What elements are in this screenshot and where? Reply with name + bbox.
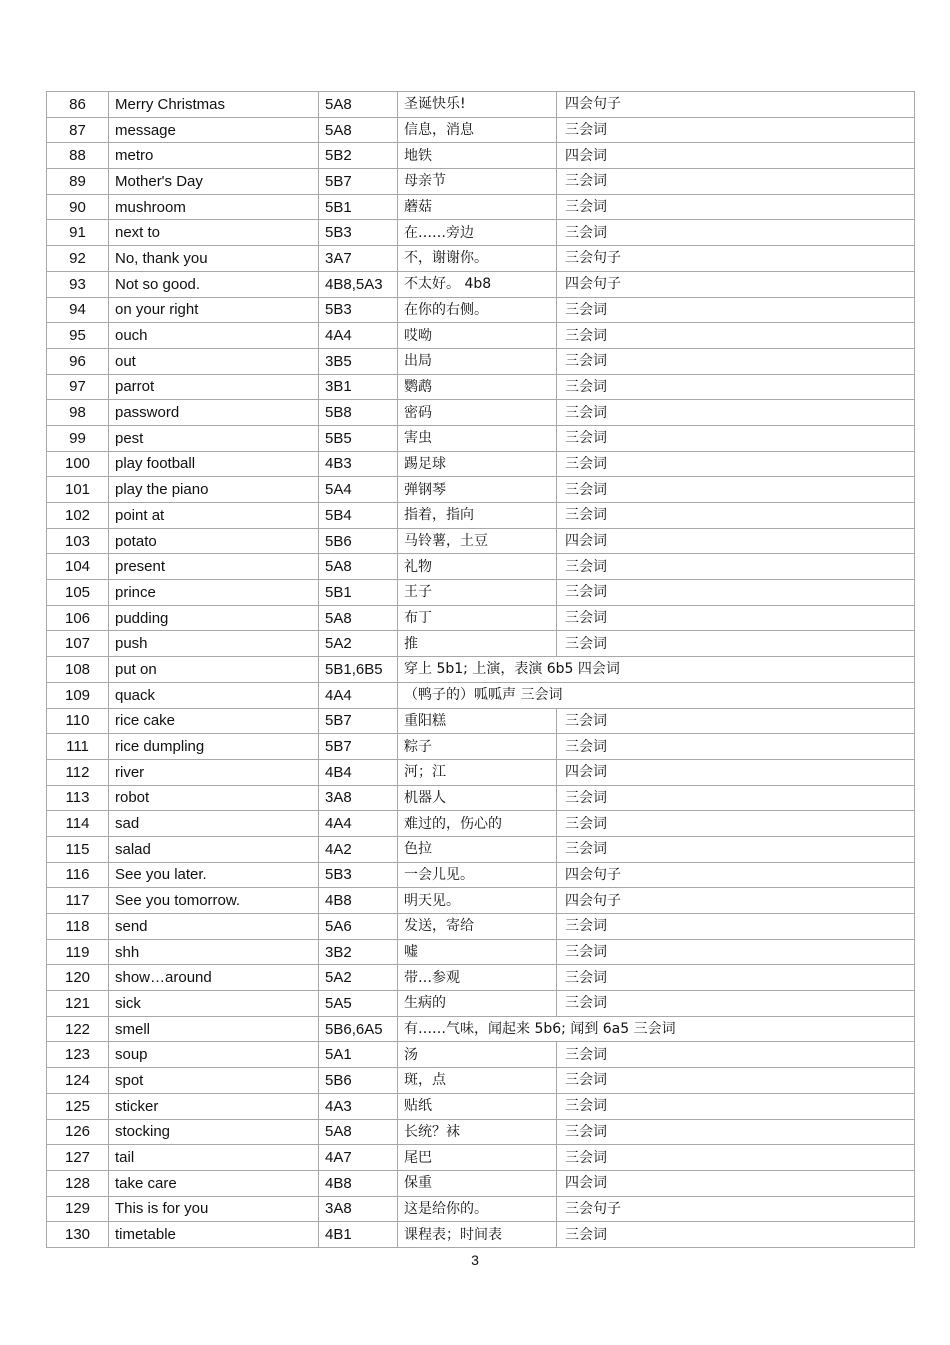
meaning-and-level: （鸭子的）呱呱声 三会词 <box>398 682 915 708</box>
english-term: play football <box>109 451 319 477</box>
table-row <box>47 297 915 323</box>
row-number: 96 <box>47 348 109 374</box>
requirement-level: 三会词 <box>557 169 915 195</box>
chinese-meaning: 哎呦 <box>398 323 557 349</box>
row-number: 119 <box>47 939 109 965</box>
table-row <box>47 374 915 400</box>
requirement-level: 三会词 <box>557 914 915 940</box>
table-row <box>47 1170 915 1196</box>
chinese-meaning: 蘑菇 <box>398 194 557 220</box>
row-number: 106 <box>47 605 109 631</box>
table-row <box>47 888 915 914</box>
requirement-level: 三会词 <box>557 477 915 503</box>
unit-code: 5A6 <box>319 914 398 940</box>
row-number: 114 <box>47 811 109 837</box>
chinese-meaning: 马铃薯，土豆 <box>398 528 557 554</box>
unit-code: 3B2 <box>319 939 398 965</box>
requirement-level: 三会词 <box>557 117 915 143</box>
row-number: 105 <box>47 580 109 606</box>
unit-code: 5B2 <box>319 143 398 169</box>
requirement-level: 三会词 <box>557 1068 915 1094</box>
english-term: push <box>109 631 319 657</box>
meaning-and-level: 有……气味，闻起来 5b6; 闻到 6a5 三会词 <box>398 1016 915 1042</box>
row-number: 130 <box>47 1222 109 1248</box>
unit-code: 4B1 <box>319 1222 398 1248</box>
english-term: See you later. <box>109 862 319 888</box>
table-row <box>47 1145 915 1171</box>
unit-code: 5B1 <box>319 194 398 220</box>
unit-code: 5B7 <box>319 708 398 734</box>
requirement-level: 三会词 <box>557 297 915 323</box>
unit-code: 5B1 <box>319 580 398 606</box>
english-term: Not so good. <box>109 271 319 297</box>
requirement-level: 三会词 <box>557 425 915 451</box>
chinese-meaning: 在……旁边 <box>398 220 557 246</box>
chinese-meaning: 难过的，伤心的 <box>398 811 557 837</box>
chinese-meaning: 不，谢谢你。 <box>398 246 557 272</box>
chinese-meaning: 尾巴 <box>398 1145 557 1171</box>
row-number: 101 <box>47 477 109 503</box>
table-row <box>47 117 915 143</box>
chinese-meaning: 带…参观 <box>398 965 557 991</box>
row-number: 99 <box>47 425 109 451</box>
row-number: 98 <box>47 400 109 426</box>
unit-code: 5B7 <box>319 169 398 195</box>
row-number: 100 <box>47 451 109 477</box>
table-row <box>47 1068 915 1094</box>
table-row <box>47 348 915 374</box>
english-term: tail <box>109 1145 319 1171</box>
english-term: put on <box>109 657 319 683</box>
requirement-level: 三会词 <box>557 451 915 477</box>
requirement-level: 三会词 <box>557 836 915 862</box>
row-number: 103 <box>47 528 109 554</box>
english-term: next to <box>109 220 319 246</box>
chinese-meaning: 不太好。 4b8 <box>398 271 557 297</box>
english-term: smell <box>109 1016 319 1042</box>
english-term: mushroom <box>109 194 319 220</box>
unit-code: 4A2 <box>319 836 398 862</box>
requirement-level: 四会词 <box>557 759 915 785</box>
english-term: This is for you <box>109 1196 319 1222</box>
english-term: on your right <box>109 297 319 323</box>
requirement-level: 三会句子 <box>557 1196 915 1222</box>
chinese-meaning: 礼物 <box>398 554 557 580</box>
chinese-meaning: 推 <box>398 631 557 657</box>
row-number: 86 <box>47 92 109 118</box>
table-row <box>47 914 915 940</box>
table-row <box>47 785 915 811</box>
table-row <box>47 220 915 246</box>
table-row <box>47 734 915 760</box>
row-number: 115 <box>47 836 109 862</box>
unit-code: 5B4 <box>319 503 398 529</box>
row-number: 91 <box>47 220 109 246</box>
english-term: pest <box>109 425 319 451</box>
unit-code: 4B3 <box>319 451 398 477</box>
english-term: ouch <box>109 323 319 349</box>
english-term: robot <box>109 785 319 811</box>
chinese-meaning: 指着，指向 <box>398 503 557 529</box>
requirement-level: 三会词 <box>557 400 915 426</box>
row-number: 88 <box>47 143 109 169</box>
row-number: 120 <box>47 965 109 991</box>
requirement-level: 三会词 <box>557 554 915 580</box>
chinese-meaning: 重阳糕 <box>398 708 557 734</box>
meaning-and-level: 穿上 5b1; 上演，表演 6b5 四会词 <box>398 657 915 683</box>
table-row <box>47 1196 915 1222</box>
unit-code: 5A8 <box>319 92 398 118</box>
table-row <box>47 1119 915 1145</box>
table-row <box>47 425 915 451</box>
unit-code: 5A8 <box>319 554 398 580</box>
row-number: 97 <box>47 374 109 400</box>
unit-code: 4B4 <box>319 759 398 785</box>
row-number: 111 <box>47 734 109 760</box>
english-term: Merry Christmas <box>109 92 319 118</box>
english-term: point at <box>109 503 319 529</box>
english-term: stocking <box>109 1119 319 1145</box>
requirement-level: 三会词 <box>557 605 915 631</box>
vocabulary-table-body <box>47 92 915 1248</box>
unit-code: 5A1 <box>319 1042 398 1068</box>
requirement-level: 四会词 <box>557 1170 915 1196</box>
chinese-meaning: 出局 <box>398 348 557 374</box>
requirement-level: 三会词 <box>557 811 915 837</box>
requirement-level: 三会词 <box>557 503 915 529</box>
table-row <box>47 605 915 631</box>
chinese-meaning: 色拉 <box>398 836 557 862</box>
english-term: rice cake <box>109 708 319 734</box>
english-term: sad <box>109 811 319 837</box>
english-term: shh <box>109 939 319 965</box>
row-number: 125 <box>47 1093 109 1119</box>
requirement-level: 三会词 <box>557 580 915 606</box>
unit-code: 5A8 <box>319 605 398 631</box>
table-row <box>47 477 915 503</box>
english-term: sticker <box>109 1093 319 1119</box>
requirement-level: 三会词 <box>557 991 915 1017</box>
english-term: potato <box>109 528 319 554</box>
row-number: 95 <box>47 323 109 349</box>
chinese-meaning: 一会儿见。 <box>398 862 557 888</box>
table-row <box>47 631 915 657</box>
requirement-level: 三会词 <box>557 734 915 760</box>
unit-code: 5B6 <box>319 1068 398 1094</box>
row-number: 121 <box>47 991 109 1017</box>
unit-code: 5A2 <box>319 631 398 657</box>
table-row <box>47 759 915 785</box>
table-row <box>47 194 915 220</box>
requirement-level: 三会词 <box>557 1145 915 1171</box>
table-row <box>47 169 915 195</box>
table-row <box>47 143 915 169</box>
requirement-level: 三会词 <box>557 194 915 220</box>
english-term: take care <box>109 1170 319 1196</box>
unit-code: 3B1 <box>319 374 398 400</box>
table-row <box>47 451 915 477</box>
chinese-meaning: 密码 <box>398 400 557 426</box>
table-row <box>47 939 915 965</box>
requirement-level: 三会词 <box>557 785 915 811</box>
requirement-level: 三会词 <box>557 708 915 734</box>
row-number: 107 <box>47 631 109 657</box>
row-number: 113 <box>47 785 109 811</box>
requirement-level: 三会词 <box>557 939 915 965</box>
table-row <box>47 503 915 529</box>
row-number: 108 <box>47 657 109 683</box>
unit-code: 5A8 <box>319 117 398 143</box>
unit-code: 5B7 <box>319 734 398 760</box>
row-number: 90 <box>47 194 109 220</box>
unit-code: 4A4 <box>319 323 398 349</box>
chinese-meaning: 贴纸 <box>398 1093 557 1119</box>
row-number: 110 <box>47 708 109 734</box>
row-number: 112 <box>47 759 109 785</box>
requirement-level: 四会词 <box>557 528 915 554</box>
requirement-level: 三会句子 <box>557 246 915 272</box>
chinese-meaning: 害虫 <box>398 425 557 451</box>
english-term: present <box>109 554 319 580</box>
requirement-level: 四会句子 <box>557 92 915 118</box>
english-term: play the piano <box>109 477 319 503</box>
table-row <box>47 323 915 349</box>
unit-code: 5A8 <box>319 1119 398 1145</box>
chinese-meaning: 信息，消息 <box>398 117 557 143</box>
table-row <box>47 1093 915 1119</box>
table-row <box>47 580 915 606</box>
row-number: 126 <box>47 1119 109 1145</box>
chinese-meaning: 地铁 <box>398 143 557 169</box>
unit-code: 3A7 <box>319 246 398 272</box>
chinese-meaning: 保重 <box>398 1170 557 1196</box>
table-row <box>47 400 915 426</box>
table-row <box>47 862 915 888</box>
row-number: 128 <box>47 1170 109 1196</box>
english-term: parrot <box>109 374 319 400</box>
english-term: quack <box>109 682 319 708</box>
row-number: 102 <box>47 503 109 529</box>
chinese-meaning: 这是给你的。 <box>398 1196 557 1222</box>
row-number: 122 <box>47 1016 109 1042</box>
requirement-level: 三会词 <box>557 220 915 246</box>
table-row <box>47 708 915 734</box>
requirement-level: 三会词 <box>557 1222 915 1248</box>
chinese-meaning: 长统？袜 <box>398 1119 557 1145</box>
row-number: 87 <box>47 117 109 143</box>
unit-code: 3B5 <box>319 348 398 374</box>
row-number: 94 <box>47 297 109 323</box>
english-term: No, thank you <box>109 246 319 272</box>
chinese-meaning: 生病的 <box>398 991 557 1017</box>
table-row <box>47 528 915 554</box>
row-number: 129 <box>47 1196 109 1222</box>
row-number: 116 <box>47 862 109 888</box>
english-term: See you tomorrow. <box>109 888 319 914</box>
unit-code: 3A8 <box>319 1196 398 1222</box>
table-row <box>47 682 915 708</box>
chinese-meaning: 汤 <box>398 1042 557 1068</box>
unit-code: 4A7 <box>319 1145 398 1171</box>
requirement-level: 三会词 <box>557 323 915 349</box>
chinese-meaning: 踢足球 <box>398 451 557 477</box>
unit-code: 5B3 <box>319 862 398 888</box>
unit-code: 4B8 <box>319 888 398 914</box>
table-row <box>47 657 915 683</box>
vocabulary-table <box>46 91 915 1248</box>
chinese-meaning: 在你的右侧。 <box>398 297 557 323</box>
chinese-meaning: 王子 <box>398 580 557 606</box>
unit-code: 5A2 <box>319 965 398 991</box>
requirement-level: 三会词 <box>557 374 915 400</box>
row-number: 118 <box>47 914 109 940</box>
chinese-meaning: 圣诞快乐! <box>398 92 557 118</box>
chinese-meaning: 鹦鹉 <box>398 374 557 400</box>
table-row <box>47 92 915 118</box>
english-term: password <box>109 400 319 426</box>
unit-code: 5B8 <box>319 400 398 426</box>
english-term: sick <box>109 991 319 1017</box>
requirement-level: 三会词 <box>557 1119 915 1145</box>
chinese-meaning: 弹钢琴 <box>398 477 557 503</box>
unit-code: 3A8 <box>319 785 398 811</box>
row-number: 124 <box>47 1068 109 1094</box>
english-term: out <box>109 348 319 374</box>
chinese-meaning: 粽子 <box>398 734 557 760</box>
unit-code: 5B1,6B5 <box>319 657 398 683</box>
unit-code: 5A5 <box>319 991 398 1017</box>
requirement-level: 四会句子 <box>557 271 915 297</box>
requirement-level: 三会词 <box>557 348 915 374</box>
english-term: show…around <box>109 965 319 991</box>
unit-code: 4A3 <box>319 1093 398 1119</box>
row-number: 89 <box>47 169 109 195</box>
row-number: 117 <box>47 888 109 914</box>
unit-code: 4B8,5A3 <box>319 271 398 297</box>
table-row <box>47 246 915 272</box>
table-row <box>47 554 915 580</box>
english-term: rice dumpling <box>109 734 319 760</box>
english-term: salad <box>109 836 319 862</box>
english-term: timetable <box>109 1222 319 1248</box>
chinese-meaning: 河；江 <box>398 759 557 785</box>
row-number: 104 <box>47 554 109 580</box>
chinese-meaning: 母亲节 <box>398 169 557 195</box>
table-row <box>47 836 915 862</box>
chinese-meaning: 发送，寄给 <box>398 914 557 940</box>
row-number: 123 <box>47 1042 109 1068</box>
requirement-level: 三会词 <box>557 965 915 991</box>
requirement-level: 三会词 <box>557 1042 915 1068</box>
unit-code: 4B8 <box>319 1170 398 1196</box>
chinese-meaning: 嘘 <box>398 939 557 965</box>
requirement-level: 四会句子 <box>557 862 915 888</box>
table-row <box>47 1222 915 1248</box>
row-number: 92 <box>47 246 109 272</box>
english-term: prince <box>109 580 319 606</box>
row-number: 127 <box>47 1145 109 1171</box>
row-number: 93 <box>47 271 109 297</box>
english-term: soup <box>109 1042 319 1068</box>
chinese-meaning: 布丁 <box>398 605 557 631</box>
page-number: 3 <box>471 1252 479 1268</box>
unit-code: 5B6,6A5 <box>319 1016 398 1042</box>
english-term: Mother's Day <box>109 169 319 195</box>
chinese-meaning: 课程表；时间表 <box>398 1222 557 1248</box>
requirement-level: 三会词 <box>557 631 915 657</box>
table-row <box>47 1016 915 1042</box>
table-row <box>47 811 915 837</box>
english-term: metro <box>109 143 319 169</box>
unit-code: 5B3 <box>319 297 398 323</box>
english-term: message <box>109 117 319 143</box>
unit-code: 5B6 <box>319 528 398 554</box>
unit-code: 5B5 <box>319 425 398 451</box>
unit-code: 4A4 <box>319 682 398 708</box>
table-row <box>47 991 915 1017</box>
chinese-meaning: 明天见。 <box>398 888 557 914</box>
unit-code: 5B3 <box>319 220 398 246</box>
table-row <box>47 965 915 991</box>
requirement-level: 三会词 <box>557 1093 915 1119</box>
table-row <box>47 271 915 297</box>
chinese-meaning: 机器人 <box>398 785 557 811</box>
requirement-level: 四会词 <box>557 143 915 169</box>
table-row <box>47 1042 915 1068</box>
chinese-meaning: 斑，点 <box>398 1068 557 1094</box>
row-number: 109 <box>47 682 109 708</box>
english-term: spot <box>109 1068 319 1094</box>
english-term: river <box>109 759 319 785</box>
english-term: send <box>109 914 319 940</box>
unit-code: 5A4 <box>319 477 398 503</box>
requirement-level: 四会句子 <box>557 888 915 914</box>
english-term: pudding <box>109 605 319 631</box>
unit-code: 4A4 <box>319 811 398 837</box>
